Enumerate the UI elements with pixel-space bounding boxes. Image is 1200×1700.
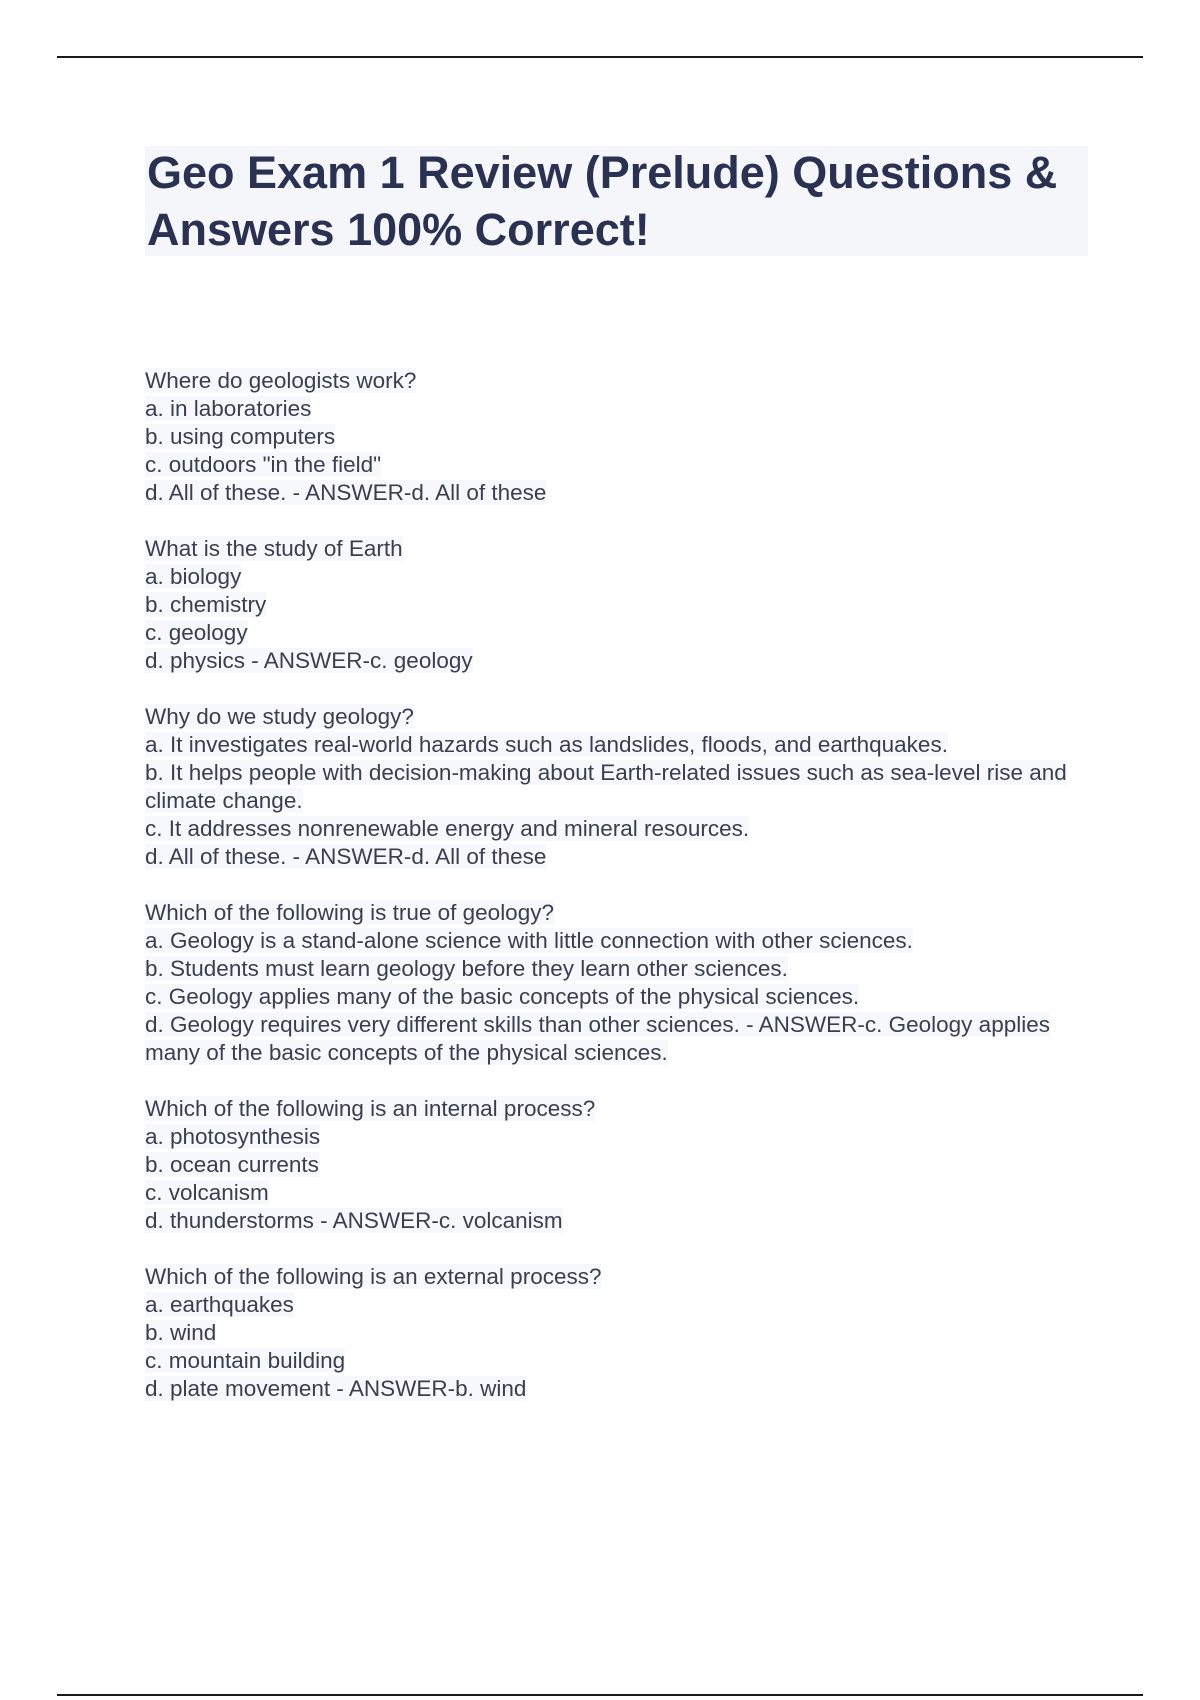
qa-list — [145, 367, 1085, 1431]
question-text: Which of the following is an internal process? — [145, 1096, 596, 1121]
header-rule — [57, 56, 1143, 58]
answer-option: c. geology — [145, 620, 248, 645]
answer-option: a. biology — [145, 564, 242, 589]
document-title: Geo Exam 1 Review (Prelude) Questions & Answers 100% Correct! — [147, 147, 1058, 255]
answer-option: a. It investigates real-world hazards such as landslides, floods, and earthquakes. — [145, 732, 948, 757]
answer-option: a. Geology is a stand-alone science with little connection with other sciences. — [145, 928, 913, 953]
answer-option: c. mountain building — [145, 1348, 346, 1373]
question-block-5 — [145, 1095, 1085, 1235]
question-text: Why do we study geology? — [145, 704, 414, 729]
answer-option-with-answer: d. thunderstorms - ANSWER-c. volcanism — [145, 1208, 563, 1233]
answer-option: c. Geology applies many of the basic concepts of the physical sciences. — [145, 984, 860, 1009]
question-block-2 — [145, 535, 1085, 675]
answer-option-with-answer: d. All of these. - ANSWER-d. All of these — [145, 480, 547, 505]
answer-option: b. using computers — [145, 424, 336, 449]
footer-rule — [57, 1694, 1143, 1696]
answer-option: a. earthquakes — [145, 1292, 294, 1317]
answer-option: b. ocean currents — [145, 1152, 319, 1177]
answer-option: b. It helps people with decision-making about Earth-related issues such as sea-level rise and climate change. — [145, 760, 1067, 813]
answer-option: b. Students must learn geology before they learn other sciences. — [145, 956, 788, 981]
answer-option: a. photosynthesis — [145, 1124, 321, 1149]
answer-option-with-answer: d. plate movement - ANSWER-b. wind — [145, 1376, 527, 1401]
answer-option-with-answer: d. All of these. - ANSWER-d. All of these — [145, 844, 547, 869]
answer-option: c. It addresses nonrenewable energy and mineral resources. — [145, 816, 750, 841]
answer-option-with-answer: d. Geology requires very different skills than other sciences. - ANSWER-c. Geology applies many of the basic concepts of the physical sciences. — [145, 1012, 1050, 1065]
question-text: Which of the following is true of geology? — [145, 900, 554, 925]
question-block-3 — [145, 703, 1085, 871]
answer-option: b. wind — [145, 1320, 217, 1345]
question-block-1 — [145, 367, 1085, 507]
question-block-4 — [145, 899, 1085, 1067]
question-block-6 — [145, 1263, 1085, 1403]
answer-option: b. chemistry — [145, 592, 267, 617]
answer-option-with-answer: d. physics - ANSWER-c. geology — [145, 648, 473, 673]
answer-option: c. outdoors "in the field" — [145, 452, 382, 477]
answer-option: a. in laboratories — [145, 396, 312, 421]
question-text: What is the study of Earth — [145, 536, 403, 561]
question-text: Which of the following is an external process? — [145, 1264, 602, 1289]
answer-option: c. volcanism — [145, 1180, 269, 1205]
question-text: Where do geologists work? — [145, 368, 417, 393]
